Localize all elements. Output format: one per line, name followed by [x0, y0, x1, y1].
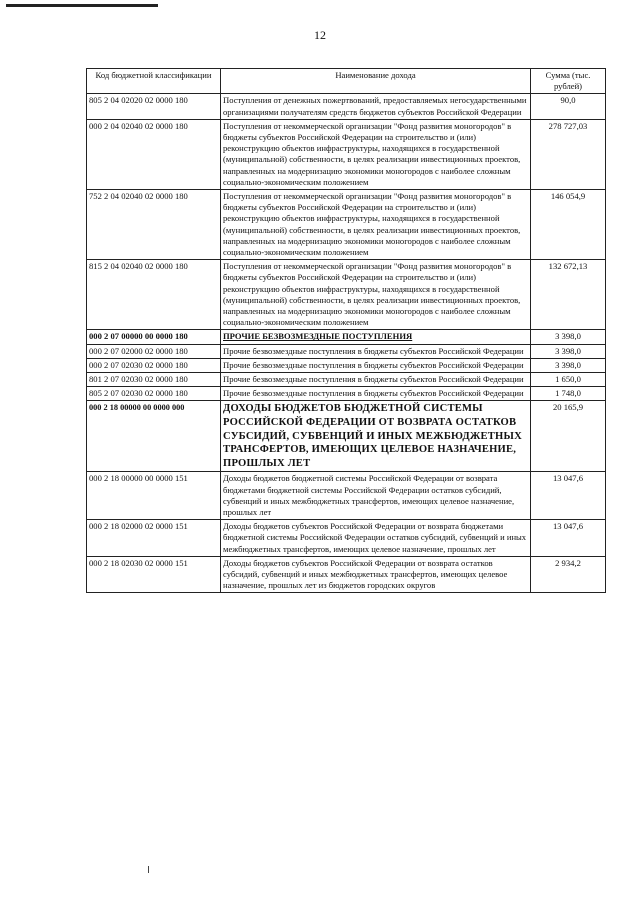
table-row [87, 373, 606, 387]
row-sum: 1 748,0 [531, 387, 606, 401]
top-rule [6, 4, 158, 7]
table-row [87, 119, 606, 189]
table-row [87, 190, 606, 260]
header-sum: Сумма (тыс. рублей) [531, 69, 606, 94]
row-name: ДОХОДЫ БЮДЖЕТОВ БЮДЖЕТНОЙ СИСТЕМЫ РОССИЙСКОЙ ФЕДЕРАЦИИ ОТ ВОЗВРАТА ОСТАТКОВ СУБСИДИЙ, СУБВЕНЦИЙ И ИНЫХ МЕЖБЮДЖЕТНЫХ ТРАНСФЕРТОВ, ИМЕЮЩИХ ЦЕЛЕВОЕ НАЗНАЧЕНИЕ, ПРОШЛЫХ ЛЕТ [221, 401, 531, 472]
table-header-row [87, 69, 606, 94]
revenue-table [86, 68, 606, 593]
row-name: Прочие безвозмездные поступления в бюджеты субъектов Российской Федерации [221, 344, 531, 358]
row-code: 000 2 18 00000 00 0000 000 [87, 401, 221, 472]
row-code: 000 2 07 02000 02 0000 180 [87, 344, 221, 358]
row-code: 815 2 04 02040 02 0000 180 [87, 260, 221, 330]
scan-mark [148, 866, 149, 873]
row-sum: 1 650,0 [531, 373, 606, 387]
row-sum: 2 934,2 [531, 556, 606, 593]
row-sum: 3 398,0 [531, 344, 606, 358]
row-sum: 278 727,03 [531, 119, 606, 189]
header-name: Наименование дохода [221, 69, 531, 94]
row-name: Поступления от некоммерческой организации "Фонд развития моногородов" в бюджеты субъектов Российской Федерации на строительство и (или) реконструкцию объектов инфраструктуры, находящихся в государственной (муниципальной) собственности, в целях реализации инвестиционных проектов, направленных на модернизацию экономики моногородов с наиболее сложным социально-экономическим положением [221, 119, 531, 189]
row-name: Поступления от некоммерческой организации "Фонд развития моногородов" в бюджеты субъектов Российской Федерации на строительство и (или) реконструкцию объектов инфраструктуры, находящихся в государственной (муниципальной) собственности, в целях реализации инвестиционных проектов, направленных на модернизацию экономики моногородов с наиболее сложным социально-экономическим положением [221, 190, 531, 260]
row-name: Поступления от некоммерческой организации "Фонд развития моногородов" в бюджеты субъектов Российской Федерации на строительство и (или) реконструкцию объектов инфраструктуры, находящихся в государственной (муниципальной) собственности, в целях реализации инвестиционных проектов, направленных на модернизацию экономики моногородов с наиболее сложным социально-экономическим положением [221, 260, 531, 330]
row-name: Поступления от денежных пожертвований, предоставляемых негосударственными организациями получателям средств бюджетов субъектов Российской Федерации [221, 94, 531, 119]
row-code: 000 2 18 00000 00 0000 151 [87, 472, 221, 520]
row-code: 000 2 18 02030 02 0000 151 [87, 556, 221, 593]
table-row [87, 387, 606, 401]
table-row [87, 520, 606, 557]
row-code: 805 2 04 02020 02 0000 180 [87, 94, 221, 119]
row-sum: 13 047,6 [531, 520, 606, 557]
row-sum: 132 672,13 [531, 260, 606, 330]
table-row [87, 94, 606, 119]
table-row-section [87, 330, 606, 344]
row-sum: 146 054,9 [531, 190, 606, 260]
row-code: 000 2 04 02040 02 0000 180 [87, 119, 221, 189]
row-code: 801 2 07 02030 02 0000 180 [87, 373, 221, 387]
row-code: 000 2 07 00000 00 0000 180 [87, 330, 221, 344]
row-sum: 90,0 [531, 94, 606, 119]
row-code: 805 2 07 02030 02 0000 180 [87, 387, 221, 401]
row-sum: 3 398,0 [531, 358, 606, 372]
table-row [87, 344, 606, 358]
row-code: 752 2 04 02040 02 0000 180 [87, 190, 221, 260]
page-number: 12 [314, 28, 326, 42]
row-code: 000 2 18 02000 02 0000 151 [87, 520, 221, 557]
row-sum: 13 047,6 [531, 472, 606, 520]
row-name: Доходы бюджетов бюджетной системы Российской Федерации от возврата бюджетами бюджетной системы Российской Федерации остатков субсидий, субвенций и иных межбюджетных трансфертов, имеющих целевое назначение, прошлых лет [221, 472, 531, 520]
table-row-section [87, 401, 606, 472]
row-name: Доходы бюджетов субъектов Российской Федерации от возврата бюджетами бюджетной системы Российской Федерации остатков субсидий, субвенций и иных межбюджетных трансфертов, имеющих целевое назначение, прошлых лет [221, 520, 531, 557]
row-sum: 3 398,0 [531, 330, 606, 344]
row-name: ПРОЧИЕ БЕЗВОЗМЕЗДНЫЕ ПОСТУПЛЕНИЯ [221, 330, 531, 344]
row-name: Доходы бюджетов субъектов Российской Федерации от возврата остатков субсидий, субвенций и иных межбюджетных трансфертов, имеющих целевое назначение, прошлых лет из бюджетов городских округов [221, 556, 531, 593]
row-name: Прочие безвозмездные поступления в бюджеты субъектов Российской Федерации [221, 387, 531, 401]
header-code: Код бюджетной классификации [87, 69, 221, 94]
row-sum: 20 165,9 [531, 401, 606, 472]
row-code: 000 2 07 02030 02 0000 180 [87, 358, 221, 372]
table-row [87, 260, 606, 330]
table-row [87, 556, 606, 593]
table-row [87, 472, 606, 520]
table-row [87, 358, 606, 372]
row-name: Прочие безвозмездные поступления в бюджеты субъектов Российской Федерации [221, 373, 531, 387]
row-name: Прочие безвозмездные поступления в бюджеты субъектов Российской Федерации [221, 358, 531, 372]
